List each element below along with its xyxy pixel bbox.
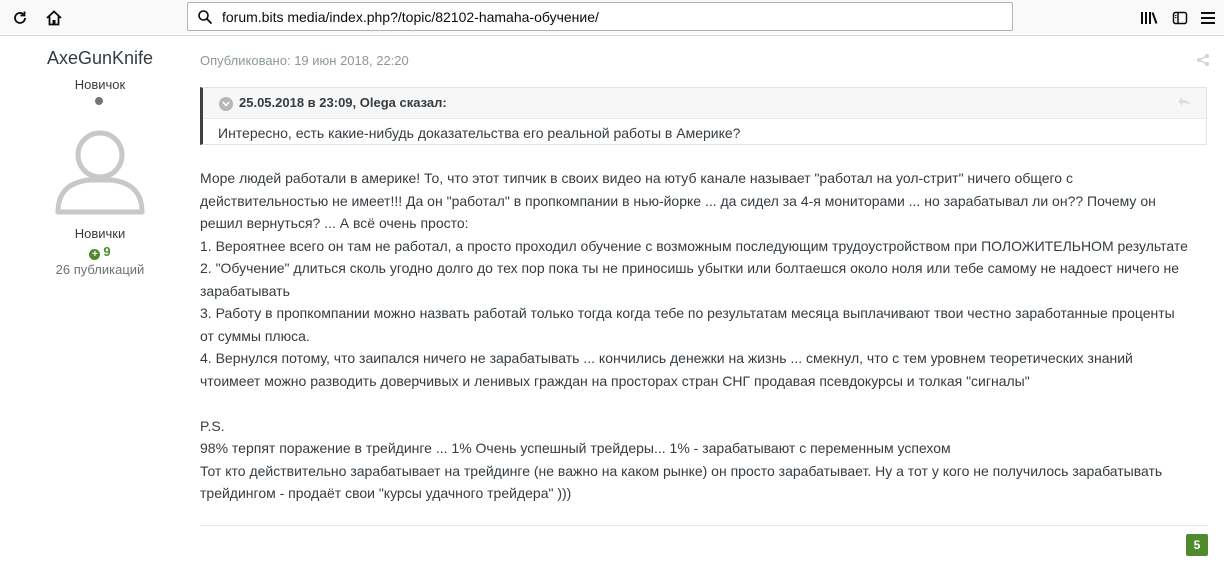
reply-arrow-icon[interactable] [1178, 96, 1192, 110]
home-icon[interactable] [42, 6, 66, 30]
post-line: 3. Работу в пропкомпании можно назвать работай только тогда когда тебе по результатам месяца выплачивают твои честно заработанные проценты [200, 305, 1175, 321]
post-body [200, 167, 1208, 505]
post-line: чтоимеет можно разводить доверчивых и ленивых граждан на просторах стран СНГ продавая псевдокурсы и толкая "сигналы" [200, 372, 1030, 389]
post-line: Море людей работали в америке! То, что этот типчик в своих видео на ютуб канале называет "работал на уол-стрит" ничего общего с [200, 170, 1073, 186]
author-reputation [0, 244, 200, 260]
menu-icon[interactable] [1196, 6, 1220, 30]
chevron-down-icon[interactable] [219, 97, 233, 111]
online-status-indicator [95, 97, 103, 105]
author-panel [0, 36, 200, 569]
post-line: 98% терпят поражение в трейдинге ... 1% Очень успешный трейдеры... 1% - зарабатывают с переменным успехом [200, 440, 951, 456]
avatar[interactable] [52, 122, 148, 218]
author-name[interactable]: AxeGunKnife [46, 48, 154, 68]
post-line: трейдингом - продаёт свои "курсы удачного трейдера" ))) [200, 485, 572, 501]
library-icon[interactable] [1137, 6, 1161, 30]
quote-text: Интересно, есть какие-нибудь доказательства его реальной работы в Америке? [218, 125, 741, 141]
post-line: Тот кто действительно зарабатывает на трейдинге (не важно на каком рынке) он просто зарабатывает. Ну а тот у кого не получилось зарабатывать [200, 462, 1163, 479]
quote-header [203, 88, 1206, 119]
address-bar[interactable] [187, 2, 1013, 31]
quote-block [200, 87, 1207, 145]
post-line: P.S. [200, 417, 225, 434]
author-post-count: 26 публикаций [55, 262, 145, 277]
post-line: 2. "Обучение" длиться сколь угодно долго до тех пор пока ты не приносишь убытки или болтаешся около ноля или тебе самому не надоест ничего не [200, 260, 1180, 276]
reload-icon[interactable] [8, 6, 32, 30]
search-icon [196, 8, 214, 26]
post-divider [200, 525, 1208, 526]
post [200, 36, 1224, 569]
post-line: 1. Вероятнее всего он там не работал, а просто проходил обучение с возможным последующим трудоустройством при ПОЛОЖИТЕЛЬНОМ результате [200, 237, 1188, 254]
post-line: зарабатывать [200, 282, 290, 299]
post-line: решил вернуться? ... А всё очень просто: [200, 215, 469, 231]
reaction-count-badge[interactable]: 5 [1186, 534, 1208, 556]
post-blank-line [200, 392, 1208, 415]
post-line: от суммы плюса. [200, 327, 310, 344]
plus-circle-icon: + [89, 249, 100, 260]
post-line: действительностью не имеет!!! Да он "работал" в пропкомпании в нью-йорке ... да сидел за 4-я мониторами ... но зарабатывал ли он?? Почему он [200, 192, 1156, 209]
post-line: 4. Вернулся потому, что заипался ничего не зарабатывать ... кончились денежки на жизнь ... смекнул, что с тем уровнем теоретических знаний [200, 350, 1133, 366]
url-text: forum.bits media/index.php?/topic/82102-hamaha-обучение/ [222, 8, 599, 25]
post-date: Опубликовано: 19 июн 2018, 22:20 [200, 53, 409, 68]
author-rank: Новичок [74, 77, 126, 92]
reputation-value: 9 [103, 244, 111, 259]
quote-citation[interactable]: 25.05.2018 в 23:09, Olega сказал: [239, 95, 447, 110]
author-group: Новички [74, 226, 126, 241]
share-icon[interactable] [1196, 53, 1210, 67]
browser-toolbar [0, 0, 1224, 36]
sidebar-icon[interactable] [1168, 6, 1192, 30]
